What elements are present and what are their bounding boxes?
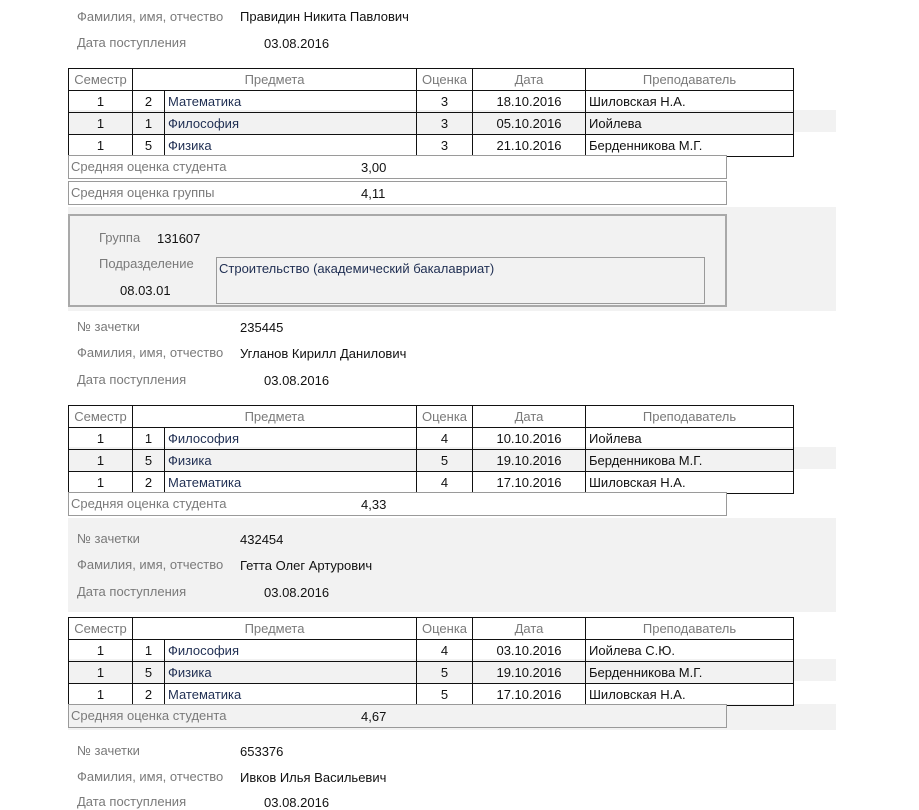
cell-semester: 1 (69, 640, 133, 662)
cell-date: 10.10.2016 (473, 428, 586, 450)
col-subject: Предмета (133, 69, 417, 91)
student-average-value: 3,00 (361, 160, 387, 175)
col-teacher: Преподаватель (586, 69, 794, 91)
cell-subject-num: 2 (133, 684, 165, 706)
cell-grade: 3 (417, 91, 473, 113)
table-row (69, 135, 794, 157)
table-row (69, 472, 794, 494)
group-header (68, 214, 727, 307)
col-date: Дата (473, 69, 586, 91)
table-header (69, 406, 794, 428)
table-row (69, 662, 794, 684)
admission-label: Дата поступления (77, 584, 187, 599)
cell-subject-num: 1 (133, 428, 165, 450)
cell-semester: 1 (69, 684, 133, 706)
col-grade: Оценка (417, 618, 473, 640)
cell-teacher: Иойлева (586, 428, 794, 450)
cell-semester: 1 (69, 135, 133, 157)
cell-subject-num: 5 (133, 450, 165, 472)
cell-grade: 3 (417, 135, 473, 157)
grades-table (68, 617, 794, 706)
cell-subject: Математика (165, 472, 417, 494)
student-name: Правидин Никита Павлович (240, 9, 409, 24)
fio-label: Фамилия, имя, отчество (77, 345, 224, 360)
cell-date: 18.10.2016 (473, 91, 586, 113)
cell-semester: 1 (69, 428, 133, 450)
table-row (69, 91, 794, 113)
col-date: Дата (473, 618, 586, 640)
table-row (69, 684, 794, 706)
grades-table (68, 405, 794, 494)
group-average-label: Средняя оценка группы (71, 185, 215, 200)
table-row (69, 428, 794, 450)
cell-date: 17.10.2016 (473, 472, 586, 494)
division-field (216, 257, 705, 304)
fio-label: Фамилия, имя, отчество (77, 769, 224, 784)
student-average-label: Средняя оценка студента (71, 159, 227, 174)
cell-subject: Физика (165, 450, 417, 472)
col-teacher: Преподаватель (586, 406, 794, 428)
record-book-label: № зачетки (77, 319, 140, 334)
cell-subject: Философия (165, 640, 417, 662)
student-average-box (68, 704, 727, 728)
division-label: Подразделение (99, 256, 194, 271)
col-grade: Оценка (417, 406, 473, 428)
cell-teacher: Шиловская Н.А. (586, 684, 794, 706)
student-average-value: 4,67 (361, 709, 387, 724)
cell-semester: 1 (69, 472, 133, 494)
cell-date: 03.10.2016 (473, 640, 586, 662)
cell-teacher: Шиловская Н.А. (586, 472, 794, 494)
division-name: Строительство (академический бакалавриат) (219, 261, 495, 276)
cell-subject-num: 1 (133, 640, 165, 662)
record-book-number: 653376 (240, 744, 284, 759)
admission-date: 03.08.2016 (264, 36, 330, 51)
group-average-value: 4,11 (361, 186, 386, 201)
record-book-label: № зачетки (77, 531, 140, 546)
cell-semester: 1 (69, 91, 133, 113)
cell-subject-num: 5 (133, 662, 165, 684)
cell-subject-num: 2 (133, 91, 165, 113)
cell-subject: Философия (165, 113, 417, 135)
table-header (69, 618, 794, 640)
group-number: 131607 (157, 231, 201, 246)
cell-semester: 1 (69, 113, 133, 135)
cell-subject-num: 2 (133, 472, 165, 494)
table-row (69, 640, 794, 662)
cell-date: 21.10.2016 (473, 135, 586, 157)
group-average-box (68, 181, 727, 205)
cell-subject: Математика (165, 684, 417, 706)
cell-subject-num: 5 (133, 135, 165, 157)
col-teacher: Преподаватель (586, 618, 794, 640)
cell-date: 17.10.2016 (473, 684, 586, 706)
grades-table (68, 68, 794, 157)
cell-grade: 5 (417, 684, 473, 706)
record-book-number: 432454 (240, 532, 284, 547)
cell-semester: 1 (69, 662, 133, 684)
col-subject: Предмета (133, 618, 417, 640)
student-average-box (68, 492, 727, 516)
cell-date: 19.10.2016 (473, 450, 586, 472)
cell-teacher: Шиловская Н.А. (586, 91, 794, 113)
cell-teacher: Иойлева С.Ю. (586, 640, 794, 662)
cell-grade: 4 (417, 428, 473, 450)
col-subject: Предмета (133, 406, 417, 428)
col-grade: Оценка (417, 69, 473, 91)
admission-label: Дата поступления (77, 794, 187, 809)
student-name: Угланов Кирилл Данилович (240, 346, 407, 361)
cell-subject: Философия (165, 428, 417, 450)
admission-date: 03.08.2016 (264, 373, 330, 388)
student-average-box (68, 155, 727, 179)
table-row (69, 450, 794, 472)
cell-teacher: Берденникова М.Г. (586, 135, 794, 157)
col-date: Дата (473, 406, 586, 428)
fio-label: Фамилия, имя, отчество (77, 9, 224, 24)
admission-label: Дата поступления (77, 35, 187, 50)
student-average-label: Средняя оценка студента (71, 708, 227, 723)
cell-grade: 4 (417, 640, 473, 662)
cell-date: 05.10.2016 (473, 113, 586, 135)
student-average-value: 4,33 (361, 497, 387, 512)
student-average-label: Средняя оценка студента (71, 496, 227, 511)
admission-date: 03.08.2016 (264, 585, 330, 600)
cell-grade: 3 (417, 113, 473, 135)
record-book-number: 235445 (240, 320, 284, 335)
table-header (69, 69, 794, 91)
admission-date: 03.08.2016 (264, 795, 330, 810)
cell-teacher: Берденникова М.Г. (586, 662, 794, 684)
cell-subject: Физика (165, 135, 417, 157)
cell-teacher: Берденникова М.Г. (586, 450, 794, 472)
col-semester: Семестр (69, 406, 133, 428)
cell-semester: 1 (69, 450, 133, 472)
cell-date: 19.10.2016 (473, 662, 586, 684)
student-name: Ивков Илья Васильевич (240, 770, 387, 785)
col-semester: Семестр (69, 618, 133, 640)
cell-teacher: Иойлева (586, 113, 794, 135)
cell-grade: 4 (417, 472, 473, 494)
table-row (69, 113, 794, 135)
division-code: 08.03.01 (120, 283, 171, 298)
cell-grade: 5 (417, 450, 473, 472)
cell-subject: Математика (165, 91, 417, 113)
admission-label: Дата поступления (77, 372, 187, 387)
record-book-label: № зачетки (77, 743, 140, 758)
cell-subject: Физика (165, 662, 417, 684)
cell-subject-num: 1 (133, 113, 165, 135)
student-name: Гетта Олег Артурович (240, 558, 373, 573)
cell-grade: 5 (417, 662, 473, 684)
group-label: Группа (99, 230, 141, 245)
fio-label: Фамилия, имя, отчество (77, 557, 224, 572)
col-semester: Семестр (69, 69, 133, 91)
